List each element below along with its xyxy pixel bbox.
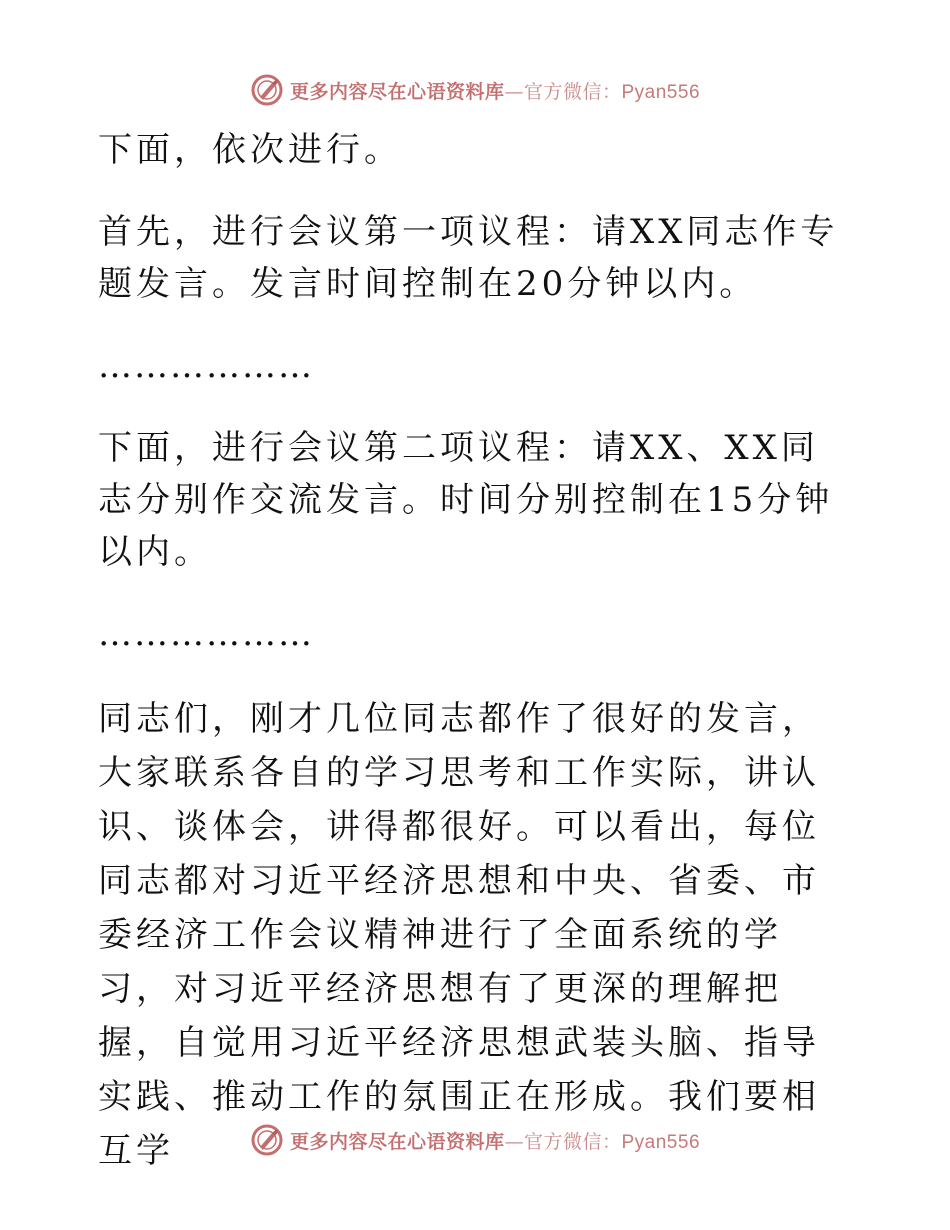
watermark-dash: — bbox=[504, 1130, 524, 1153]
paragraph-ellipsis-1: ……………… bbox=[98, 346, 314, 386]
watermark-text bbox=[290, 77, 700, 104]
footer-watermark bbox=[0, 1120, 950, 1160]
watermark-wechat-id: Pyan556 bbox=[621, 1131, 701, 1153]
paragraph-1: 下面，依次进行。 bbox=[98, 130, 402, 170]
paragraph-4: 同志们，刚才几位同志都作了很好的发言，大家联系各自的学习思考和工作实际，讲认识、谈体会，讲得都很好。可以看出，每位同志都对习近平经济思想和中央、省委、市委经济工作会议精神进行了全面系统的学习，对习近平经济思想有了更深的理解把握，自觉用习近平经济思想武装头脑、指导实践、推动工作的氛围正在形成。我们要相互学 bbox=[98, 699, 820, 1171]
pen-nib-circle-icon bbox=[250, 1123, 284, 1157]
watermark-dash: — bbox=[504, 80, 524, 103]
watermark-text bbox=[290, 1127, 700, 1154]
document-body bbox=[98, 120, 850, 1178]
paragraph-2: 首先，进行会议第一项议程：请XX同志作专题发言。发言时间控制在20分钟以内。 bbox=[98, 212, 839, 304]
pen-nib-circle-icon bbox=[250, 73, 284, 107]
watermark-site: 更多内容尽在心语资料库 bbox=[289, 80, 505, 103]
watermark-wechat-id: Pyan556 bbox=[621, 81, 701, 103]
watermark-site: 更多内容尽在心语资料库 bbox=[289, 1130, 505, 1153]
paragraph-3: 下面，进行会议第二项议程：请XX、XX同志分别作交流发言。时间分别控制在15分钟以内。 bbox=[98, 428, 834, 572]
header-watermark bbox=[0, 70, 950, 110]
watermark-wechat-label: 官方微信： bbox=[523, 1130, 622, 1153]
paragraph-ellipsis-2: ……………… bbox=[98, 614, 314, 654]
watermark-wechat-label: 官方微信： bbox=[523, 80, 622, 103]
